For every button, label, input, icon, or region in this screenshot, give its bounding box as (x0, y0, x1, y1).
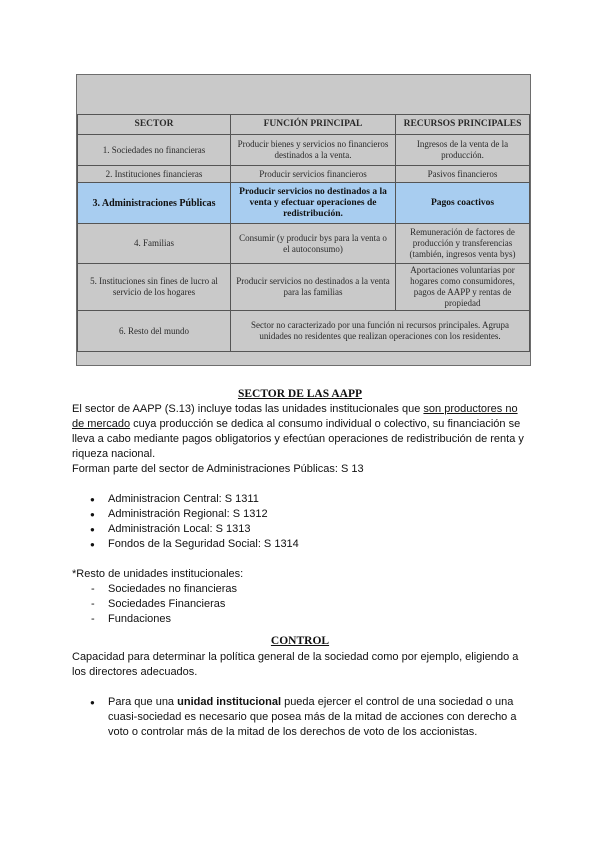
list-item: - Sociedades Financieras (72, 597, 528, 612)
rest-units-label: *Resto de unidades institucionales: (72, 568, 244, 580)
rest-units-list (72, 582, 528, 627)
aapp-subsector-list (72, 492, 528, 552)
text-span: cuya producción se dedica al consumo individual o colectivo, su financiación se lleva a cabo mediante pagos obligatorios y efectúan operaciones de redistribución de renta y riqueza nacional. (72, 418, 524, 460)
cell-funcion-recursos: Sector no caracterizado por una función ni recursos principales. Agrupa unidades no residentes que realizan operaciones con los residentes. (231, 311, 530, 352)
text-span: Para que una (108, 696, 178, 708)
section-title-control: CONTROL (270, 635, 330, 647)
header-recursos: RECURSOS PRINCIPALES (396, 115, 530, 135)
cell-recursos: Aportaciones voluntarias por hogares como consumidores, pagos de AAPP y rentas de propiedad (396, 264, 530, 311)
cell-recursos: Pasivos financieros (396, 166, 530, 183)
table-row-highlighted (78, 183, 530, 224)
aapp-section (72, 402, 528, 627)
cell-funcion: Producir servicios no destinados a la venta para las familias (231, 264, 396, 311)
aapp-paragraph (72, 402, 528, 462)
cell-recursos: Ingresos de la venta de la producción. (396, 135, 530, 166)
list-item: ● Administración Regional: S 1312 (72, 507, 528, 522)
sector-table (77, 114, 530, 352)
cell-recursos: Pagos coactivos (396, 183, 530, 224)
table-row (78, 135, 530, 166)
control-paragraph: Capacidad para determinar la política general de la sociedad como por ejemplo, eligiendo a los directores adecuados. (72, 651, 519, 678)
text-span: pueda ejercer el control de una sociedad o una cuasi-sociedad es necesario que posea más de la mitad de acciones con derecho a voto o controlar más de la mitad de los derechos de voto de los accionistas. (108, 696, 517, 738)
table-row (78, 311, 530, 352)
header-sector: SECTOR (78, 115, 231, 135)
aapp-members-intro: Forman parte del sector de Administraciones Públicas: S 13 (72, 463, 364, 475)
cell-sector: 1. Sociedades no financieras (78, 135, 231, 166)
cell-sector: 2. Instituciones financieras (78, 166, 231, 183)
cell-funcion: Producir servicios no destinados a la venta y efectuar operaciones de redistribución. (231, 183, 396, 224)
text-span: El sector de AAPP (S.13) incluye todas las unidades institucionales que (72, 403, 424, 415)
list-item: - Sociedades no financieras (72, 582, 528, 597)
list-item: ● Fondos de la Seguridad Social: S 1314 (72, 537, 528, 552)
control-bullet-list (72, 695, 528, 740)
cell-sector: 4. Familias (78, 224, 231, 264)
cell-funcion: Producir bienes y servicios no financieros destinados a la venta. (231, 135, 396, 166)
bold-text: unidad institucional (177, 696, 282, 708)
control-section (72, 650, 528, 740)
table-row (78, 224, 530, 264)
underlined-text: son productores no de mercado (72, 403, 518, 430)
section-title-aapp: SECTOR DE LAS AAPP (237, 388, 363, 400)
list-item: ● Administracion Central: S 1311 (72, 492, 528, 507)
list-item (72, 695, 528, 740)
cell-funcion: Consumir (y producir bys para la venta o el autoconsumo) (231, 224, 396, 264)
list-item: ● Administración Local: S 1313 (72, 522, 528, 537)
table-row (78, 264, 530, 311)
cell-funcion: Producir servicios financieros (231, 166, 396, 183)
list-item: - Fundaciones (72, 612, 528, 627)
table-row (78, 166, 530, 183)
cell-sector: 6. Resto del mundo (78, 311, 231, 352)
cell-sector: 5. Instituciones sin fines de lucro al servicio de los hogares (78, 264, 231, 311)
header-funcion: FUNCIÓN PRINCIPAL (231, 115, 396, 135)
cell-sector: 3. Administraciones Públicas (78, 183, 231, 224)
table-header-row (78, 115, 530, 135)
sector-table-image (76, 74, 531, 366)
cell-recursos: Remuneración de factores de producción y transferencias (también, ingresos venta bys) (396, 224, 530, 264)
